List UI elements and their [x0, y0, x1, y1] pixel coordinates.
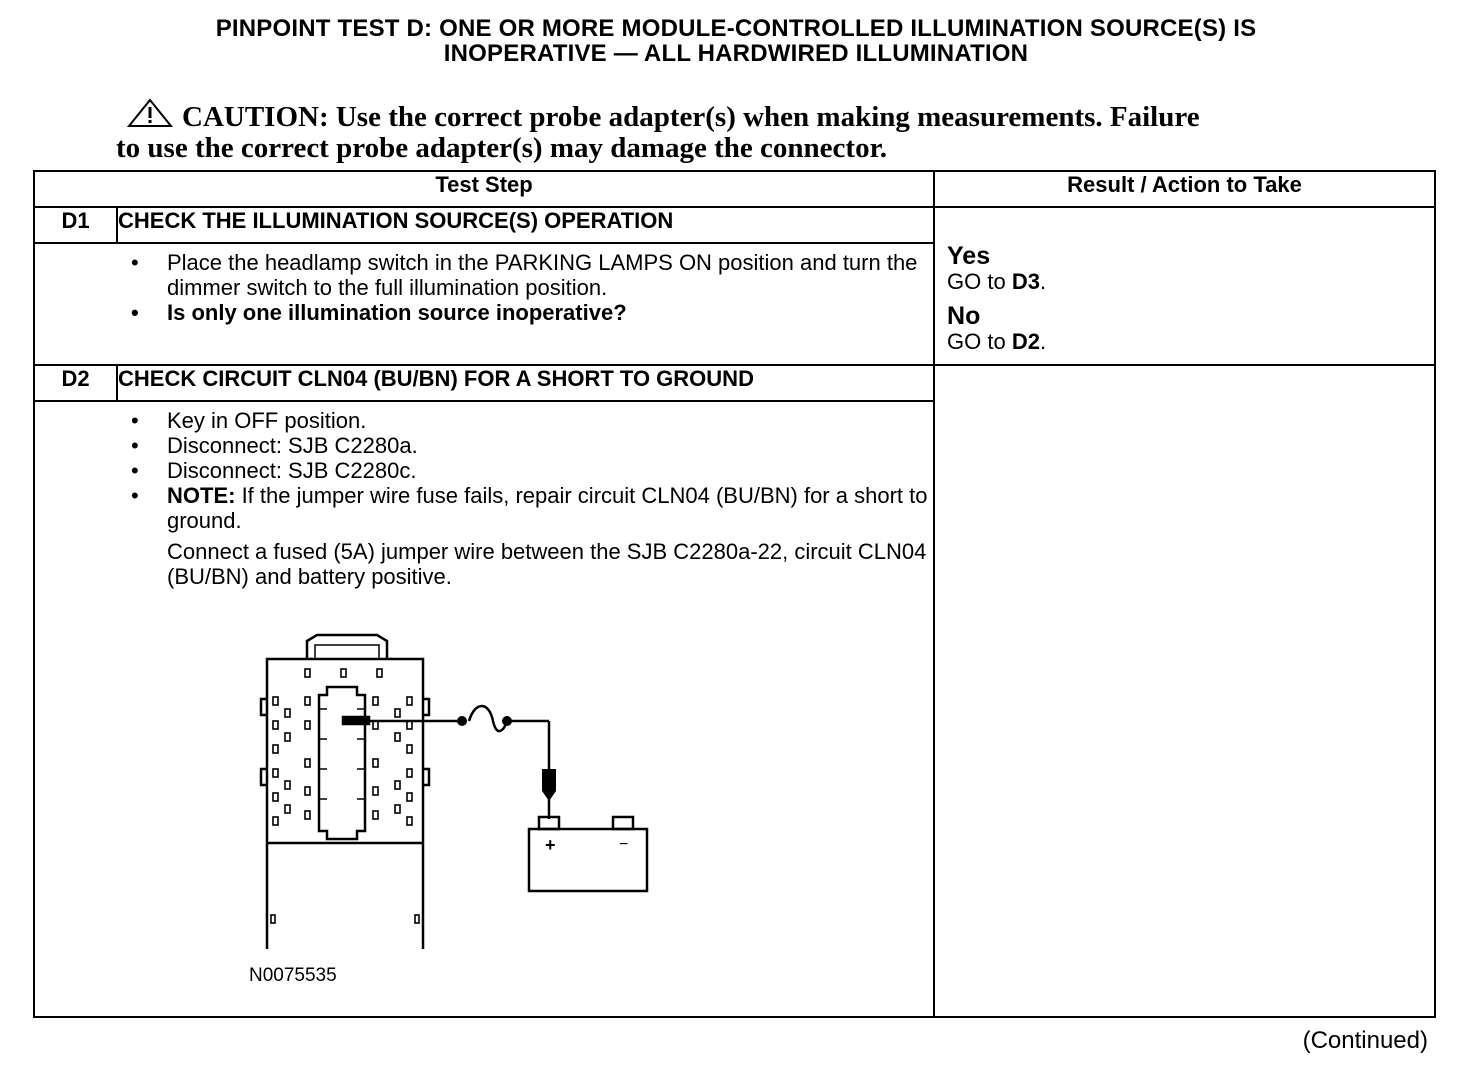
note-label: NOTE:	[167, 483, 236, 508]
battery-positive-terminal: +	[545, 835, 556, 855]
alligator-clip	[542, 769, 556, 801]
step-title-d2: CHECK CIRCUIT CLN04 (BU/BN) FOR A SHORT TO GROUND	[117, 365, 934, 401]
step-d1-bullet-2: • Is only one illumination source inoperative?	[131, 300, 933, 325]
header-result-action: Result / Action to Take	[934, 171, 1435, 207]
step-d1-title-row	[34, 207, 1435, 243]
connector-latch	[307, 635, 387, 659]
link-d2[interactable]: D2	[1011, 329, 1040, 354]
connector-body	[267, 659, 423, 949]
probe-tip	[343, 717, 369, 724]
result-no-action: GO to D2.	[947, 329, 1047, 354]
result-no-label: No	[947, 302, 981, 330]
step-id-d2: D2	[34, 365, 117, 401]
caution-block	[116, 98, 1316, 164]
result-cell-d2	[934, 365, 1435, 1017]
caution-line-1: CAUTION: Use the correct probe adapter(s) when making measurements. Failure	[182, 101, 1200, 133]
fuse-symbol	[469, 706, 507, 731]
header-test-step: Test Step	[34, 171, 934, 207]
test-step-table	[33, 170, 1436, 1018]
continued-label: (Continued)	[1302, 1027, 1428, 1054]
note-text: If the jumper wire fuse fails, repair circuit CLN04 (BU/BN) for a short to ground.	[167, 483, 928, 533]
step-d2-bullet-4	[131, 483, 933, 533]
step-d2-bullet-3: • Disconnect: SJB C2280c.	[131, 458, 933, 483]
step-id-d1: D1	[34, 207, 117, 243]
page-title	[0, 16, 1472, 66]
step-d2-title-row	[34, 365, 1435, 401]
result-cell-d1	[934, 207, 1435, 365]
result-yes-label: Yes	[947, 242, 991, 270]
battery-negative-terminal: −	[619, 836, 629, 853]
title-line-1: PINPOINT TEST D: ONE OR MORE MODULE-CONTROLLED ILLUMINATION SOURCE(S) IS	[215, 15, 1257, 42]
jumper-wire-diagram	[257, 629, 697, 949]
figure-id: N0075535	[249, 965, 337, 986]
connect-instruction: Connect a fused (5A) jumper wire between the SJB C2280a-22, circuit CLN04 (BU/BN) and battery positive.	[167, 539, 927, 589]
title-line-2: INOPERATIVE — ALL HARDWIRED ILLUMINATION	[443, 40, 1029, 67]
step-d2-bullet-2: • Disconnect: SJB C2280a.	[131, 433, 933, 458]
step-body-d2	[117, 401, 934, 1017]
table-header-row	[34, 171, 1435, 207]
step-d2-bullet-1: • Key in OFF position.	[131, 408, 933, 433]
step-d1-bullet-1: • Place the headlamp switch in the PARKING LAMPS ON position and turn the dimmer switch to the full illumination position.	[131, 250, 933, 300]
step-title-d1: CHECK THE ILLUMINATION SOURCE(S) OPERATION	[117, 207, 934, 243]
result-yes-action: GO to D3.	[947, 269, 1047, 294]
connector-center-key	[319, 687, 365, 839]
link-d3[interactable]: D3	[1011, 269, 1040, 294]
step-body-d1	[117, 243, 934, 365]
warning-triangle-icon	[126, 98, 174, 128]
caution-line-2: to use the correct probe adapter(s) may damage the connector.	[116, 132, 888, 164]
